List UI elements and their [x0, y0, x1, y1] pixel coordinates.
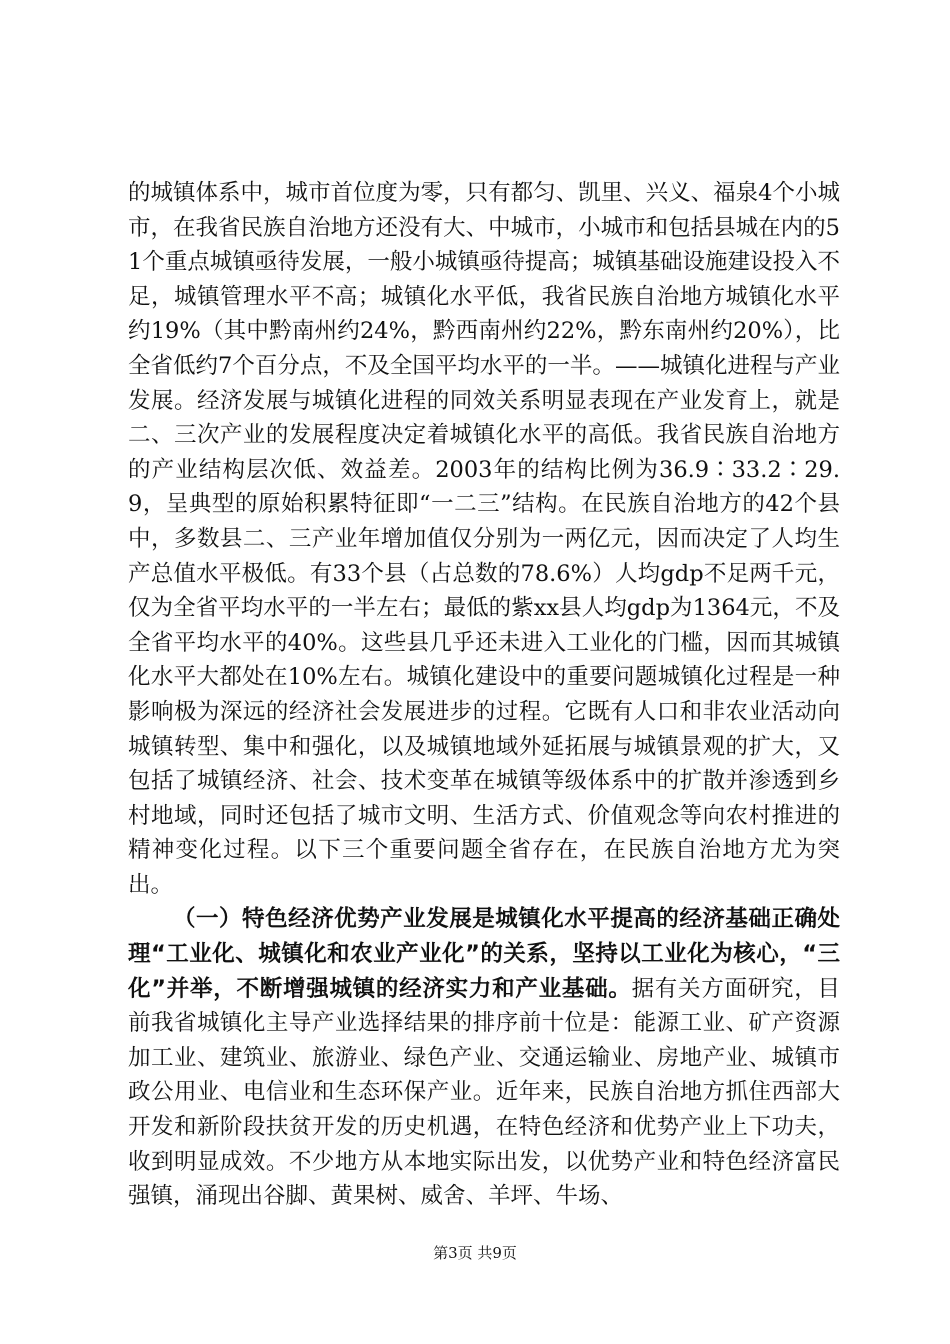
section-body: 据有关方面研究，目前我省城镇化主导产业选择结果的排序前十位是：能源工业、矿产资源加工业、建筑业、旅游业、绿色产业、交通运输业、房地产业、城镇市政公用业、电信业和生态环保产业。近年来，民族自治地方抓住西部大开发和新阶段扶贫开发的历史机遇，在特色经济和优势产业上下功夫，收到明显成效。不少地方从本地实际出发，以优势产业和特色经济富民强镇，涌现出谷脚、黄果树、威舍、羊坪、牛场、	[128, 975, 840, 1210]
page-footer: 第3页 共9页	[433, 1244, 517, 1262]
section-heading: （一）特色经济优势产业发展是城镇化水平提高的经济基础正确处理“工业化、城镇化和农业产业化”的关系，坚持以工业化为核心，“三化”并举，不断增强城镇的经济实力和产业基础。	[128, 906, 840, 1002]
document-body	[128, 176, 840, 1214]
paragraph-section-1	[128, 902, 840, 1213]
paragraph-continuation: 的城镇体系中，城市首位度为零，只有都匀、凯里、兴义、福泉4个小城市，在我省民族自治地方还没有大、中城市，小城市和包括县城在内的51个重点城镇亟待发展，一般小城镇亟待提高；城镇基础设施建设投入不足，城镇管理水平不高；城镇化水平低，我省民族自治地方城镇化水平约19%（其中黔南州约24%，黔西南州约22%，黔东南州约20%），比全省低约7个百分点，不及全国平均水平的一半。——城镇化进程与产业发展。经济发展与城镇化进程的同效关系明显表现在产业发育上，就是二、三次产业的发展程度决定着城镇化水平的高低。我省民族自治地方的产业结构层次低、效益差。2003年的结构比例为36.9∶33.2∶29.9，呈典型的原始积累特征即“一二三”结构。在民族自治地方的42个县中，多数县二、三产业年增加值仅分别为一两亿元，因而决定了人均生产总值水平极低。有33个县（占总数的78.6%）人均gdp不足两千元，仅为全省平均水平的一半左右；最低的紫xx县人均gdp为1364元，不及全省平均水平的40%。这些县几乎还未进入工业化的门槛，因而其城镇化水平大都处在10%左右。城镇化建设中的重要问题城镇化过程是一种影响极为深远的经济社会发展进步的过程。它既有人口和非农业活动向城镇转型、集中和强化，以及城镇地域外延拓展与城镇景观的扩大，又包括了城镇经济、社会、技术变革在城镇等级体系中的扩散并渗透到乡村地域，同时还包括了城市文明、生活方式、价值观念等向农村推进的精神变化过程。以下三个重要问题全省存在，在民族自治地方尤为突出。	[128, 180, 840, 898]
